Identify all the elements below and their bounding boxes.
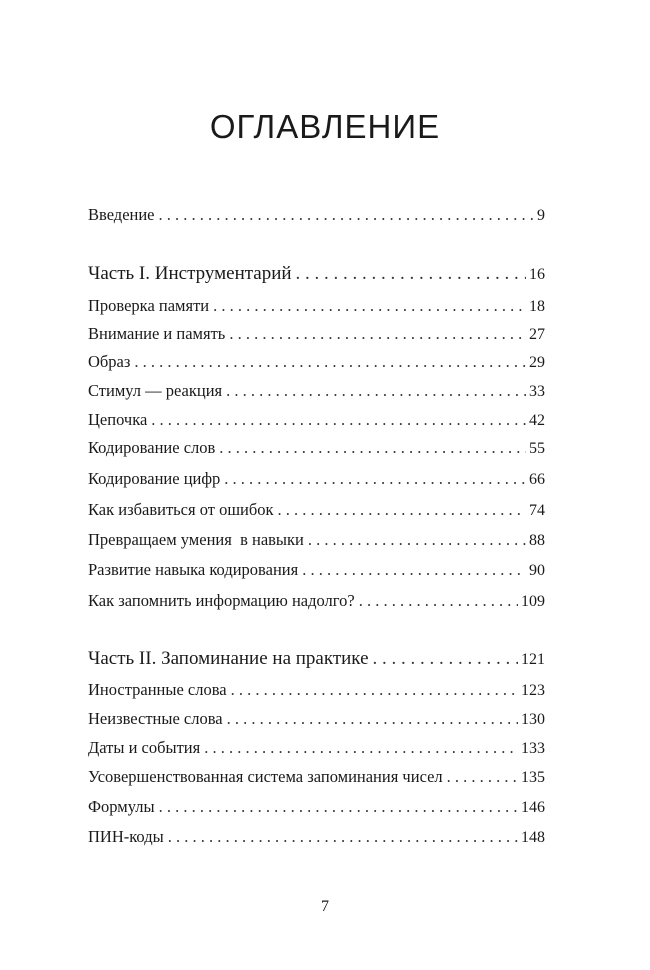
toc-entry[interactable]	[88, 797, 545, 818]
toc-entry-page: 90	[529, 562, 545, 579]
toc-entry[interactable]	[88, 530, 545, 551]
toc-entry-page: 130	[521, 711, 545, 728]
dot-leader	[278, 500, 526, 520]
toc-entry-page: 133	[521, 740, 545, 757]
dot-leader	[296, 262, 526, 286]
toc-entry[interactable]	[88, 324, 545, 345]
dot-leader	[447, 767, 518, 787]
toc-part-page: 121	[521, 651, 545, 668]
toc-entry-page: 109	[521, 593, 545, 610]
toc-entry-label: Развитие навыка кодирования	[88, 560, 299, 579]
dot-leader	[151, 410, 526, 430]
toc-entry[interactable]	[88, 296, 545, 317]
toc-entry-label: Иностранные слова	[88, 680, 227, 699]
dot-leader	[308, 530, 526, 550]
dot-leader	[213, 296, 526, 316]
dot-leader	[159, 797, 518, 817]
toc-entry[interactable]	[88, 381, 545, 402]
toc-entry-label: Кодирование слов	[88, 438, 216, 457]
toc-entry-page: 146	[521, 799, 545, 816]
toc-entry-label: Кодирование цифр	[88, 469, 221, 488]
toc-entry-label: Цепочка	[88, 410, 148, 429]
toc-entry-page: 18	[529, 298, 545, 315]
toc-entry-page: 27	[529, 326, 545, 343]
toc-entry-page: 123	[521, 682, 545, 699]
dot-leader	[134, 352, 526, 372]
toc-entry[interactable]	[88, 767, 545, 788]
page-title: ОГЛАВЛЕНИЕ	[209, 108, 441, 145]
toc-entry-page: 88	[529, 532, 545, 549]
toc-entry-page: 66	[529, 471, 545, 488]
dot-leader	[302, 560, 526, 580]
toc-entry-label: Формулы	[88, 797, 155, 816]
toc-entry[interactable]	[88, 680, 545, 701]
toc-entry[interactable]	[88, 438, 545, 459]
toc-entry-page: 148	[521, 829, 545, 846]
dot-leader	[229, 324, 526, 344]
toc-entry-page: 9	[537, 207, 545, 224]
toc-entry[interactable]	[88, 560, 545, 581]
toc-entry-label: Усовершенствованная система запоминания чисел	[88, 767, 443, 786]
toc-entry-label: Как избавиться от ошибок	[88, 500, 274, 519]
toc-entry[interactable]	[88, 469, 545, 490]
page-number: 7	[321, 898, 329, 915]
toc-part-page: 16	[529, 266, 545, 283]
toc-entry-label: Неизвестные слова	[88, 709, 223, 728]
dot-leader	[159, 205, 534, 225]
toc-part-1[interactable]	[88, 262, 545, 287]
toc-entry-label: Стимул — реакция	[88, 381, 223, 400]
toc-entry-page: 74	[529, 502, 545, 519]
toc-entry-label: Образ	[88, 352, 131, 371]
toc-entry-label: Как запомнить информацию надолго?	[88, 591, 355, 610]
toc-entry-label: Проверка памяти	[88, 296, 210, 315]
toc-entry-label: ПИН-коды	[88, 827, 164, 846]
dot-leader	[359, 591, 518, 611]
toc-part-2[interactable]	[88, 647, 545, 672]
dot-leader	[224, 469, 526, 489]
toc-part-label: Часть I. Инструментарий	[88, 263, 292, 284]
toc-entry-label: Даты и события	[88, 738, 201, 757]
dot-leader	[219, 438, 526, 458]
toc-part-label: Часть II. Запоминание на практике	[88, 648, 369, 669]
toc-entry-label: Внимание и память	[88, 324, 226, 343]
toc-entry[interactable]	[88, 591, 545, 612]
toc-entry[interactable]	[88, 500, 545, 521]
dot-leader	[227, 709, 518, 729]
dot-leader	[226, 381, 526, 401]
toc-entry-page: 55	[529, 440, 545, 457]
toc-entry[interactable]	[88, 410, 545, 431]
dot-leader	[231, 680, 518, 700]
dot-leader	[204, 738, 518, 758]
toc-entry[interactable]	[88, 738, 545, 759]
dot-leader	[373, 647, 518, 671]
toc-entry[interactable]	[88, 827, 545, 848]
toc-entry-page: 135	[521, 769, 545, 786]
toc-entry-page: 33	[529, 383, 545, 400]
toc-entry-page: 42	[529, 412, 545, 429]
toc-entry-label: Превращаем умения в навыки	[88, 530, 304, 549]
dot-leader	[168, 827, 518, 847]
toc-entry[interactable]	[88, 709, 545, 730]
toc-entry-label: Введение	[88, 205, 155, 224]
toc-entry-page: 29	[529, 354, 545, 371]
toc-entry[interactable]	[88, 352, 545, 373]
toc-entry-intro[interactable]	[88, 205, 545, 226]
